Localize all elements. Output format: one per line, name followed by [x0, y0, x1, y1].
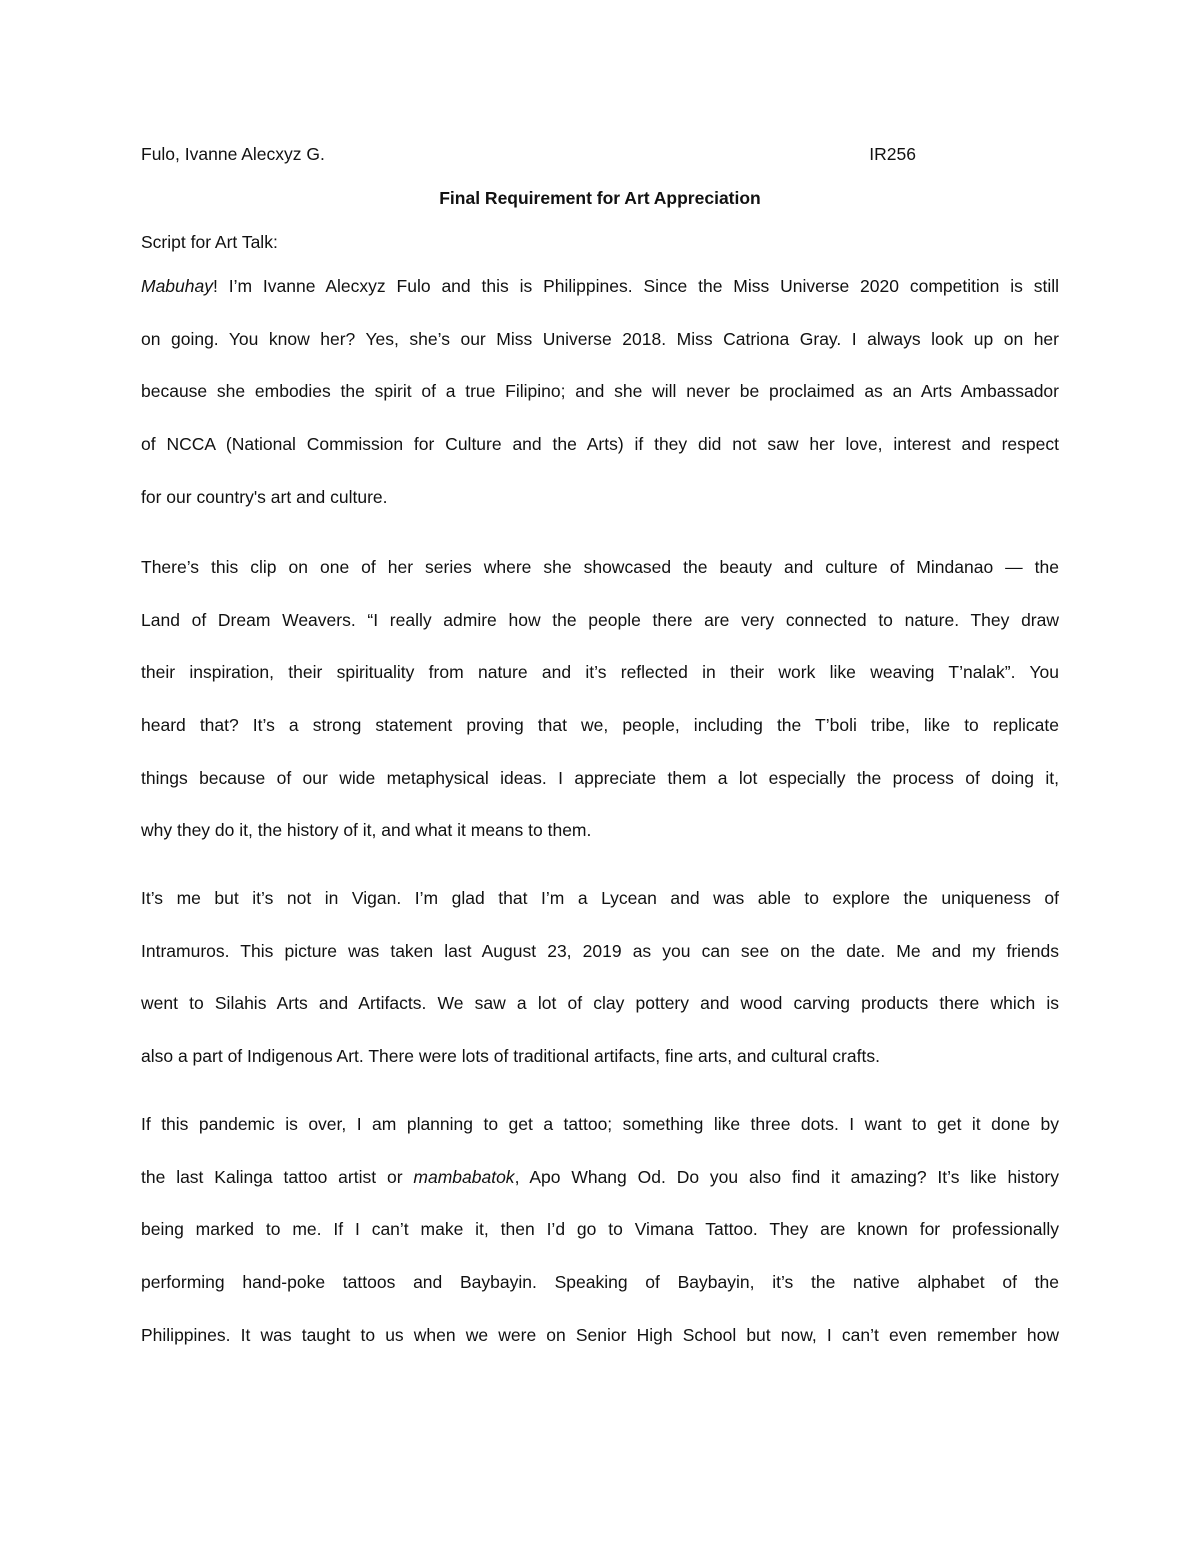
document-title: Final Requirement for Art Appreciation	[439, 188, 761, 208]
paragraph-line: Intramuros. This picture was taken last August 23, 2019 as you can see on the date. Me and my friends	[141, 940, 1059, 961]
header-row	[141, 144, 916, 174]
paragraph-line: their inspiration, their spirituality from nature and it’s reflected in their work like weaving T’nalak”. You	[141, 662, 1059, 683]
paragraph-line: Mabuhay! I’m Ivanne Alecxyz Fulo and this is Philippines. Since the Miss Universe 2020 competition is still	[141, 276, 1059, 296]
paragraph-line: because she embodies the spirit of a true Filipino; and she will never be proclaimed as an Arts Ambassador	[141, 381, 1059, 402]
paragraph-line: Philippines. It was taught to us when we were on Senior High School but now, I can’t even remember how	[141, 1324, 1059, 1345]
paragraph-line: It’s me but it’s not in Vigan. I’m glad that I’m a Lycean and was able to explore the uniqueness of	[141, 888, 1059, 908]
paragraph-line: If this pandemic is over, I am planning to get a tattoo; something like three dots. I want to get it done by	[141, 1114, 1059, 1134]
paragraph-line: heard that? It’s a strong statement proving that we, people, including the T’boli tribe, like to replicate	[141, 715, 1059, 736]
paragraph-line: why they do it, the history of it, and what it means to them.	[141, 820, 592, 841]
paragraph-line: things because of our wide metaphysical ideas. I appreciate them a lot especially the process of doing it,	[141, 767, 1059, 788]
emphasized-word: Mabuhay	[141, 276, 213, 296]
paragraph-line: also a part of Indigenous Art. There were lots of traditional artifacts, fine arts, and cultural crafts.	[141, 1046, 880, 1067]
paragraph-line: performing hand-poke tattoos and Baybayin. Speaking of Baybayin, it’s the native alphabet of the	[141, 1272, 1059, 1293]
paragraph-3	[141, 872, 1059, 1083]
document-page	[141, 0, 1059, 1553]
paragraph-line: of NCCA (National Commission for Culture and the Arts) if they did not saw her love, interest and respect	[141, 434, 1059, 455]
paragraph-line: on going. You know her? Yes, she’s our Miss Universe 2018. Miss Catriona Gray. I always look up on her	[141, 328, 1059, 349]
paragraph-2	[141, 541, 1059, 857]
paragraph-1	[141, 260, 1059, 523]
paragraph-line: Land of Dream Weavers. “I really admire how the people there are very connected to nature. They draw	[141, 609, 1059, 630]
paragraph-line: went to Silahis Arts and Artifacts. We saw a lot of clay pottery and wood carving products there which is	[141, 993, 1059, 1014]
paragraph-line: for our country's art and culture.	[141, 486, 388, 507]
paragraph-4	[141, 1098, 1059, 1361]
emphasized-word: mambabatok	[413, 1166, 515, 1187]
author-name: Fulo, Ivanne Alecxyz G.	[141, 144, 325, 164]
section-code: IR256	[869, 144, 916, 164]
paragraph-line: There’s this clip on one of her series where she showcased the beauty and culture of Mindanao — the	[141, 557, 1059, 577]
paragraph-line: the last Kalinga tattoo artist or mambabatok, Apo Whang Od. Do you also find it amazing? It’s like history	[141, 1166, 1059, 1187]
paragraph-line: being marked to me. If I can’t make it, then I’d go to Vimana Tattoo. They are known for professionally	[141, 1219, 1059, 1240]
script-label: Script for Art Talk:	[141, 232, 278, 252]
